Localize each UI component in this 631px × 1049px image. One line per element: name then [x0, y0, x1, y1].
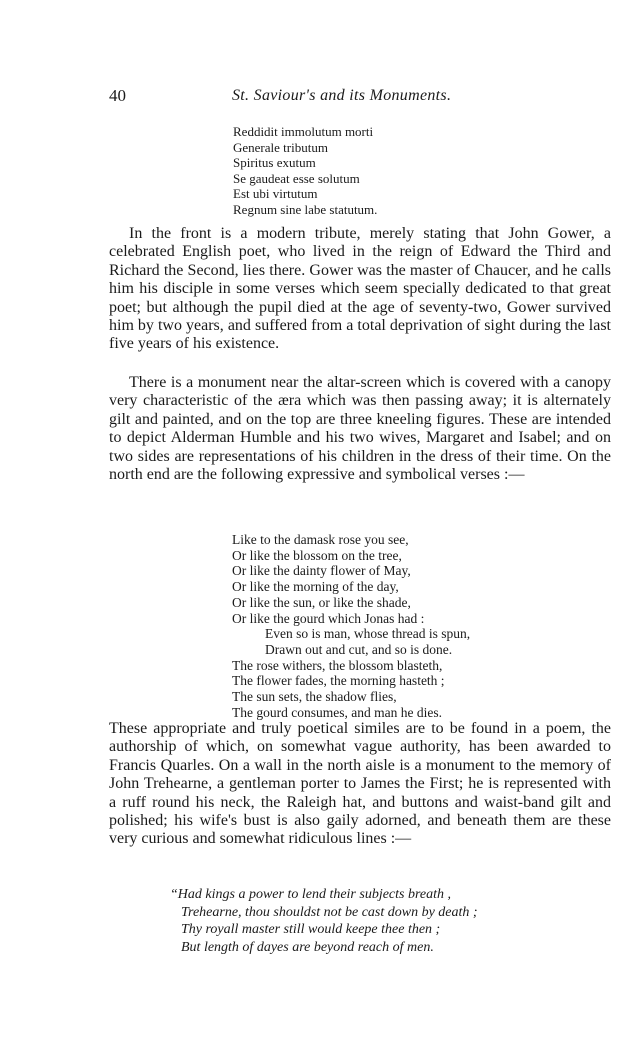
latin-verse: [233, 124, 377, 218]
paragraph-humble-monument: [109, 374, 611, 484]
verse-line: Drawn out and cut, and so is done.: [265, 641, 453, 657]
paragraph-text: There is a monument near the altar-screen which is covered with a canopy very characteristic of the æra which was then passing away; it is alternately gilt and painted, and on the top are three kneeling figures. These are intended to depict Alderman Humble and his two wives, Margaret and Isabel; and on two sides are representations of his children in the dress of their time. On the north end are the following expressive and symbolical verses :—: [109, 374, 611, 484]
verse-line: Or like the dainty flower of May,: [232, 563, 411, 579]
paragraph-trehearne: [109, 720, 611, 849]
paragraph-text: These appropriate and truly poetical similes are to be found in a poem, the authorship of which, on somewhat vague authority, has been awarded to Francis Quarles. On a wall in the north aisle is a monument to the memory of John Trehearne, a gentleman porter to James the First; he is represented with a ruff round his neck, the Raleigh hat, and buttons and waist-band gilt and polished; his wife's bust is also gaily adorned, and beneath them are these very curious and somewhat ridiculous lines :—: [109, 720, 611, 848]
verse-line: The flower fades, the morning hasteth ;: [232, 673, 445, 689]
verse-line: Reddidit immolutum morti: [233, 124, 374, 139]
verse-line: Even so is man, whose thread is spun,: [265, 626, 471, 642]
verse-line: Or like the morning of the day,: [232, 579, 399, 595]
verse-line: The rose withers, the blossom blasteth,: [232, 657, 443, 673]
epitaph-verse: [170, 886, 478, 956]
verse-line: “Had kings a power to lend their subjects breath ,: [170, 887, 452, 902]
verse-line: Or like the blossom on the tree,: [232, 547, 402, 563]
verse-line: Regnum sine labe statutum.: [233, 201, 378, 217]
english-verse: [232, 532, 470, 720]
verse-line: Or like the gourd which Jonas had :: [232, 610, 425, 626]
verse-line: Thy royall master still would keepe thee then ;: [181, 922, 441, 937]
verse-line: Generale tributum: [233, 139, 328, 155]
paragraph-gower: [109, 225, 611, 354]
running-title: St. Saviour's and its Monuments.: [232, 87, 452, 104]
verse-line: The gourd consumes, and man he dies.: [232, 704, 442, 720]
verse-line: Trehearne, thou shouldst not be cast down by death ;: [181, 904, 478, 920]
page-number: 40: [109, 86, 126, 105]
verse-line: Se gaudeat esse solutum: [233, 170, 360, 186]
verse-line: Spiritus exutum: [233, 155, 316, 171]
verse-line: Est ubi virtutum: [233, 186, 318, 202]
verse-line: The sun sets, the shadow flies,: [232, 689, 397, 705]
verse-line: But length of dayes are beyond reach of men.: [181, 939, 434, 955]
paragraph-text: In the front is a modern tribute, merely stating that John Gower, a celebrated English poet, who lived in the reign of Edward the Third and Richard the Second, lies there. Gower was the master of Chaucer, and he calls him his disciple in some verses which seem specially dedicated to that great poet; but although the pupil died at the age of seventy-two, Gower survived him by two years, and suffered from a total deprivation of sight during the last five years of his existence.: [109, 225, 611, 353]
verse-line: Or like the sun, or like the shade,: [232, 594, 411, 610]
verse-line: Like to the damask rose you see,: [232, 532, 409, 547]
